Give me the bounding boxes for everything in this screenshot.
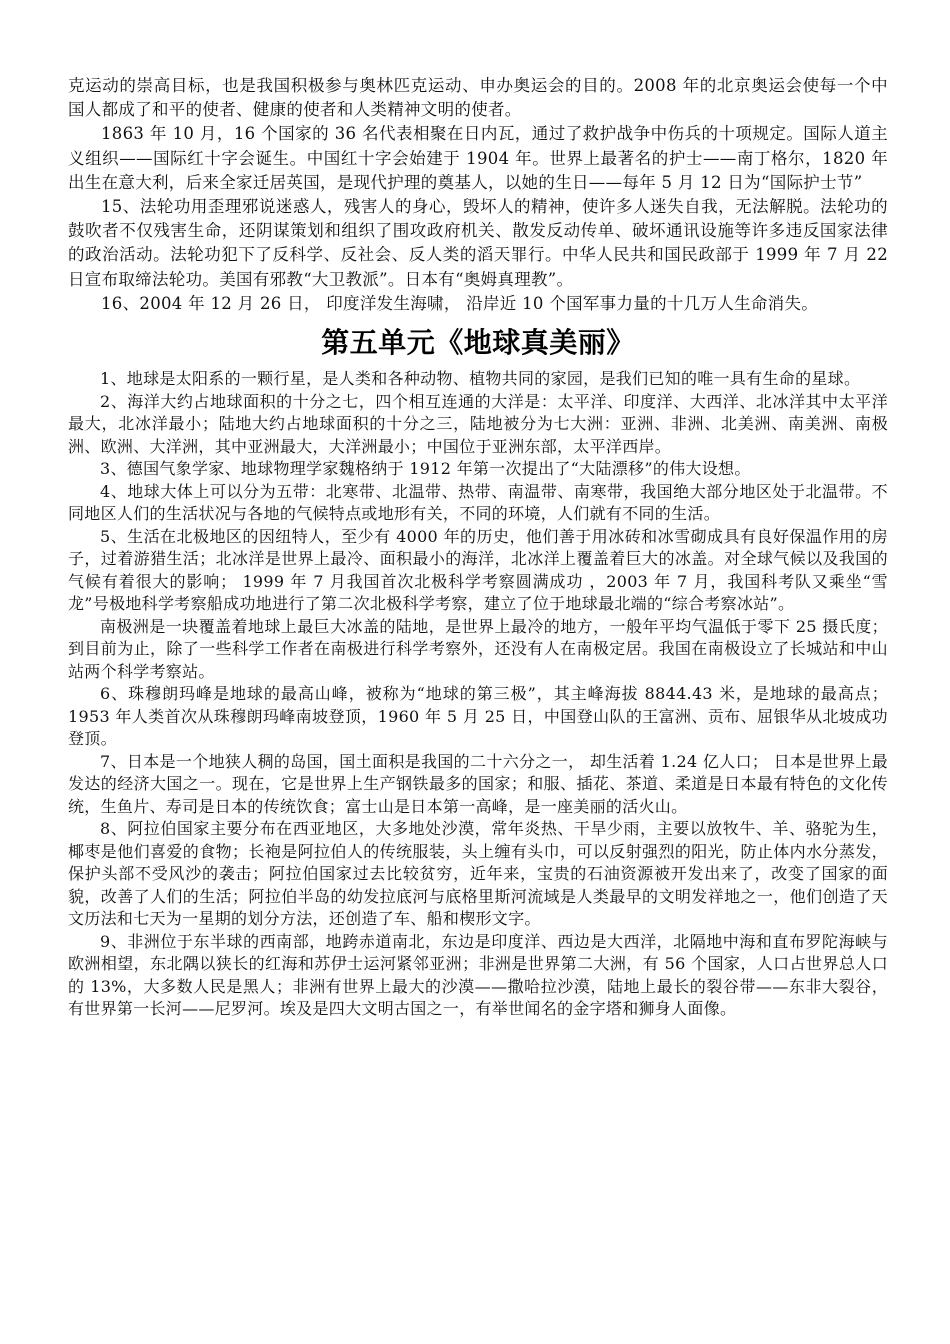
unit-heading: 第五单元《地球真美丽》 bbox=[321, 326, 635, 360]
paragraph-item-7: 7、日本是一个地狭人稠的岛国，国土面积是我国的二十六分之一， 却生活着 1.24 亿人口； 日本是世界上最发达的经济大国之一。现在，它是世界上生产钢铁最多的国家；和服、插花、茶道、柔道是日本最有特色的文化传统，生鱼片、寿司是日本的传统饮食；富士山是日本第一高峰，是一座美丽的活火山。 bbox=[68, 751, 888, 816]
paragraph-item-2: 2、海洋大约占地球面积的十分之七，四个相互连通的大洋是：太平洋、印度洋、大西洋、北冰洋其中太平洋最大，北冰洋最小；陆地大约占地球面积的十分之三，陆地被分为七大洲：亚洲、非洲、北美洲、南美洲、南极洲、欧洲、大洋洲，其中亚洲最大，大洋洲最小；中国位于亚洲东部，太平洋西岸。 bbox=[68, 391, 888, 456]
paragraph-item-3: 3、德国气象学家、地球物理学家魏格纳于 1912 年第一次提出了“大陆漂移”的伟大设想。 bbox=[100, 459, 751, 479]
paragraph-item-4: 4、地球大体上可以分为五带：北寒带、北温带、热带、南温带、南寒带，我国绝大部分地区处于北温带。不同地区人们的生活状况与各地的气候特点或地形有关，不同的环境，人们就有不同的生活。 bbox=[68, 481, 888, 524]
paragraph-red-cross: 1863 年 10 月，16 个国家的 36 名代表相聚在日内瓦，通过了救护战争中伤兵的十项规定。国际人道主义组织——国际红十字会诞生。中国红十字会始建于 1904 年。世界上最著名的护士——南丁格尔，1820 年出生在意大利，后来全家迁居英国，是现代护理的奠基人，以她的生日——每年 5 月 12 日为“国际护士节” bbox=[68, 124, 888, 192]
paragraph-item-1: 1、地球是太阳系的一颗行星，是人类和各种动物、植物共同的家园，是我们已知的唯一具有生命的星球。 bbox=[100, 369, 861, 389]
paragraph-item-8: 8、阿拉伯国家主要分布在西亚地区，大多地处沙漠，常年炎热、干旱少雨，主要以放牧牛、羊、骆驼为生，椰枣是他们喜爱的食物；长袍是阿拉伯人的传统服装，头上缠有头巾，可以反射强烈的阳光，防止体内水分蒸发，保护头部不受风沙的袭击；阿拉伯国家过去比较贫穷，近年来，宝贵的石油资源被开发出来了，改变了国家的面貌，改善了人们的生活；阿拉伯半岛的幼发拉底河与底格里斯河流域是人类最早的文明发祥地之一，他们创造了天文历法和七天为一星期的划分方法，还创造了车、船和楔形文字。 bbox=[68, 819, 888, 929]
paragraph-item-6: 6、珠穆朗玛峰是地球的最高山峰，被称为“地球的第三极”，其主峰海拔 8844.43 米，是地球的最高点；1953 年人类首次从珠穆朗玛峰南坡登顶，1960 年 5 月 25 日，中国登山队的王富洲、贡布、屈银华从北坡成功登顶。 bbox=[68, 684, 888, 749]
paragraph-item-16: 16、2004 年 12 月 26 日， 印度洋发生海啸， 沿岸近 10 个国军事力量的十几万人生命消失。 bbox=[101, 293, 819, 313]
paragraph-item-5: 5、生活在北极地区的因纽特人，至少有 4000 年的历史，他们善于用冰砖和冰雪砌成具有良好保温作用的房子，过着游猎生活；北冰洋是世界上最冷、面积最小的海洋，北冰洋上覆盖着巨大的冰盖。对全球气候以及我国的气候有着很大的影响； 1999 年 7 月我国首次北极科学考察圆满成功 ，2003 年 7 月，我国科考队又乘坐“雪龙”号极地科学考察船成功地进行了第二次北极科学考察，建立了位于地球最北端的“综合考察冰站”。 bbox=[68, 526, 888, 614]
paragraph-antarctica: 南极洲是一块覆盖着地球上最巨大冰盖的陆地，是世界上最冷的地方，一般年平均气温低于零下 25 摄氏度；到目前为止，除了一些科学工作者在南极进行科学考察外，还没有人在南极定居。我国在南极设立了长城站和中山站两个科学考察站。 bbox=[68, 616, 888, 681]
paragraph-item-15: 15、法轮功用歪理邪说迷惑人，残害人的身心，毁坏人的精神，使许多人迷失自我，无法解脱。法轮功的鼓吹者不仅残害生命，还阴谋策划和组织了围攻政府机关、散发反动传单、破坏通讯设施等许多违反国家法律的政治活动。法轮功犯下了反科学、反社会、反人类的滔天罪行。中华人民共和国民政部于 1999 年 7 月 22 日宣布取缔法轮功。美国有邪教“大卫教派”。日本有“奥姆真理教”。 bbox=[68, 197, 888, 289]
paragraph-continued: 克运动的崇高目标，也是我国积极参与奥林匹克运动、申办奥运会的目的。2008 年的北京奥运会使每一个中国人都成了和平的使者、健康的使者和人类精神文明的使者。 bbox=[68, 76, 888, 120]
paragraph-item-9: 9、非洲位于东半球的西南部，地跨赤道南北，东边是印度洋、西边是大西洋，北隔地中海和直布罗陀海峡与欧洲相望，东北隅以狭长的红海和苏伊士运河紧邻亚洲；非洲是世界第二大洲，有 56 个国家，人口占世界总人口的 13%，大多数人民是黑人；非洲有世界上最大的沙漠——撒哈拉沙漠，陆地上最长的裂谷带——东非大裂谷，有世界第一长河——尼罗河。埃及是四大文明古国之一，有举世闻名的金字塔和狮身人面像。 bbox=[68, 931, 888, 1019]
document-page bbox=[68, 0, 888, 1021]
